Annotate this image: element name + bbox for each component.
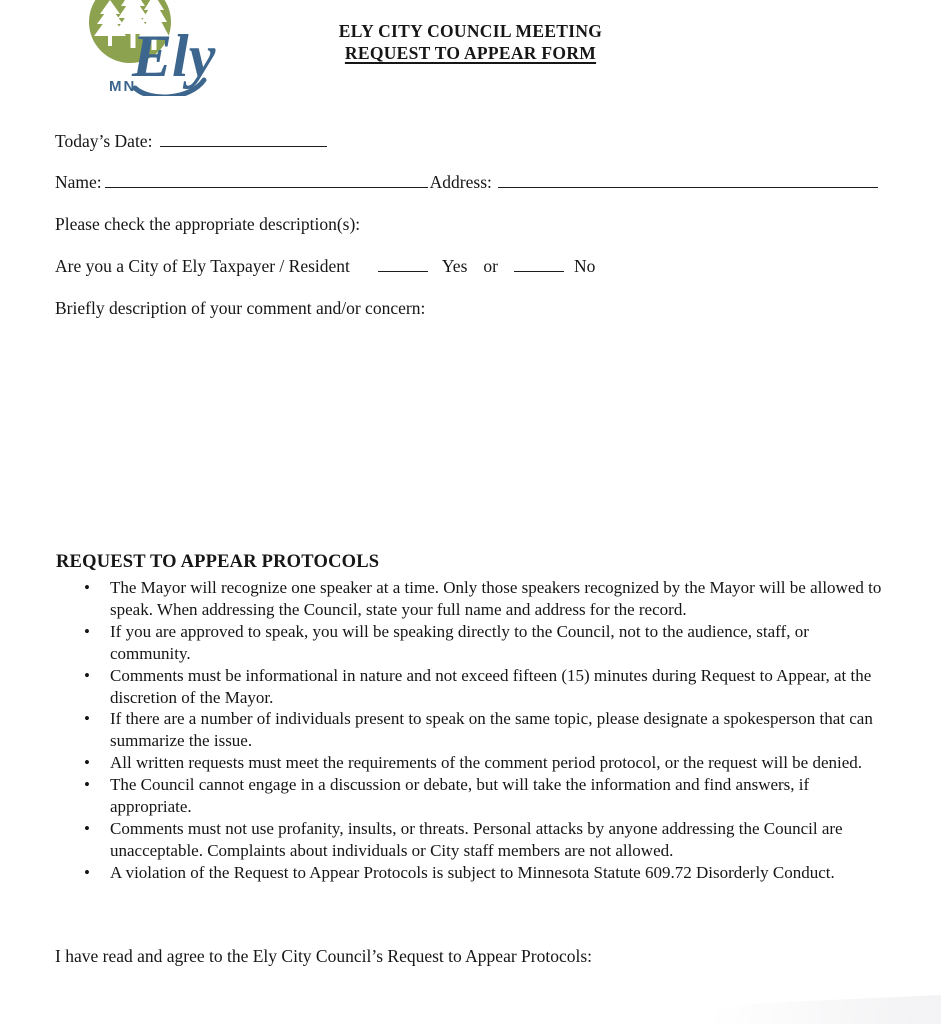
corner-shadow-artifact bbox=[641, 966, 941, 1024]
date-blank-field[interactable] bbox=[160, 131, 327, 147]
comment-prompt: Briefly description of your comment and/or concern: bbox=[55, 298, 426, 318]
address-label: Address: bbox=[429, 172, 492, 192]
no-label: No bbox=[573, 256, 596, 276]
no-blank-field[interactable] bbox=[514, 256, 564, 272]
agreement-statement: I have read and agree to the Ely City Council’s Request to Appear Protocols: bbox=[55, 946, 593, 966]
or-label: or bbox=[483, 256, 498, 276]
protocol-item: • Comments must be informational in nature and not exceed fifteen (15) minutes during Request to Appear, at the discretion of the Mayor. bbox=[55, 665, 891, 709]
protocol-item: • The Council cannot engage in a discussion or debate, but will take the information and find answers, if appropriate. bbox=[55, 774, 891, 818]
document-title bbox=[0, 21, 941, 64]
taxpayer-question-row bbox=[55, 256, 595, 276]
title-line-2: REQUEST TO APPEAR FORM bbox=[344, 42, 597, 63]
yes-blank-field[interactable] bbox=[378, 256, 428, 272]
check-instruction: Please check the appropriate description(s): bbox=[55, 214, 361, 234]
name-label: Name: bbox=[55, 172, 102, 192]
yes-label: Yes bbox=[441, 256, 468, 276]
protocol-item: • All written requests must meet the requirements of the comment period protocol, or the request will be denied. bbox=[55, 752, 891, 774]
title-line-1: ELY CITY COUNCIL MEETING bbox=[338, 21, 603, 41]
protocols-heading: REQUEST TO APPEAR PROTOCOLS bbox=[56, 552, 380, 572]
name-blank-field[interactable] bbox=[105, 172, 428, 188]
protocol-item: • Comments must not use profanity, insults, or threats. Personal attacks by anyone addressing the Council are unacceptable. Complaints about individuals or City staff members are not allowed. bbox=[55, 818, 891, 862]
date-row bbox=[55, 131, 327, 151]
address-blank-field[interactable] bbox=[498, 172, 878, 188]
logo-script-text: Ely bbox=[132, 23, 216, 89]
protocol-item: • A violation of the Request to Appear Protocols is subject to Minnesota Statute 609.72 Disorderly Conduct. bbox=[55, 862, 891, 884]
protocol-item: • If there are a number of individuals present to speak on the same topic, please designate a spokesperson that can summarize the issue. bbox=[55, 708, 891, 752]
date-label: Today’s Date: bbox=[55, 131, 153, 151]
logo-state-text: MN bbox=[109, 78, 137, 95]
name-address-row bbox=[55, 172, 878, 192]
taxpayer-question-label: Are you a City of Ely Taxpayer / Resident bbox=[55, 256, 350, 276]
protocol-item: • The Mayor will recognize one speaker at a time. Only those speakers recognized by the Mayor will be allowed to speak. When addressing the Council, state your full name and address for the record. bbox=[55, 577, 891, 621]
protocol-item: • If you are approved to speak, you will be speaking directly to the Council, not to the audience, staff, or community. bbox=[55, 621, 891, 665]
protocols-list bbox=[55, 577, 891, 884]
